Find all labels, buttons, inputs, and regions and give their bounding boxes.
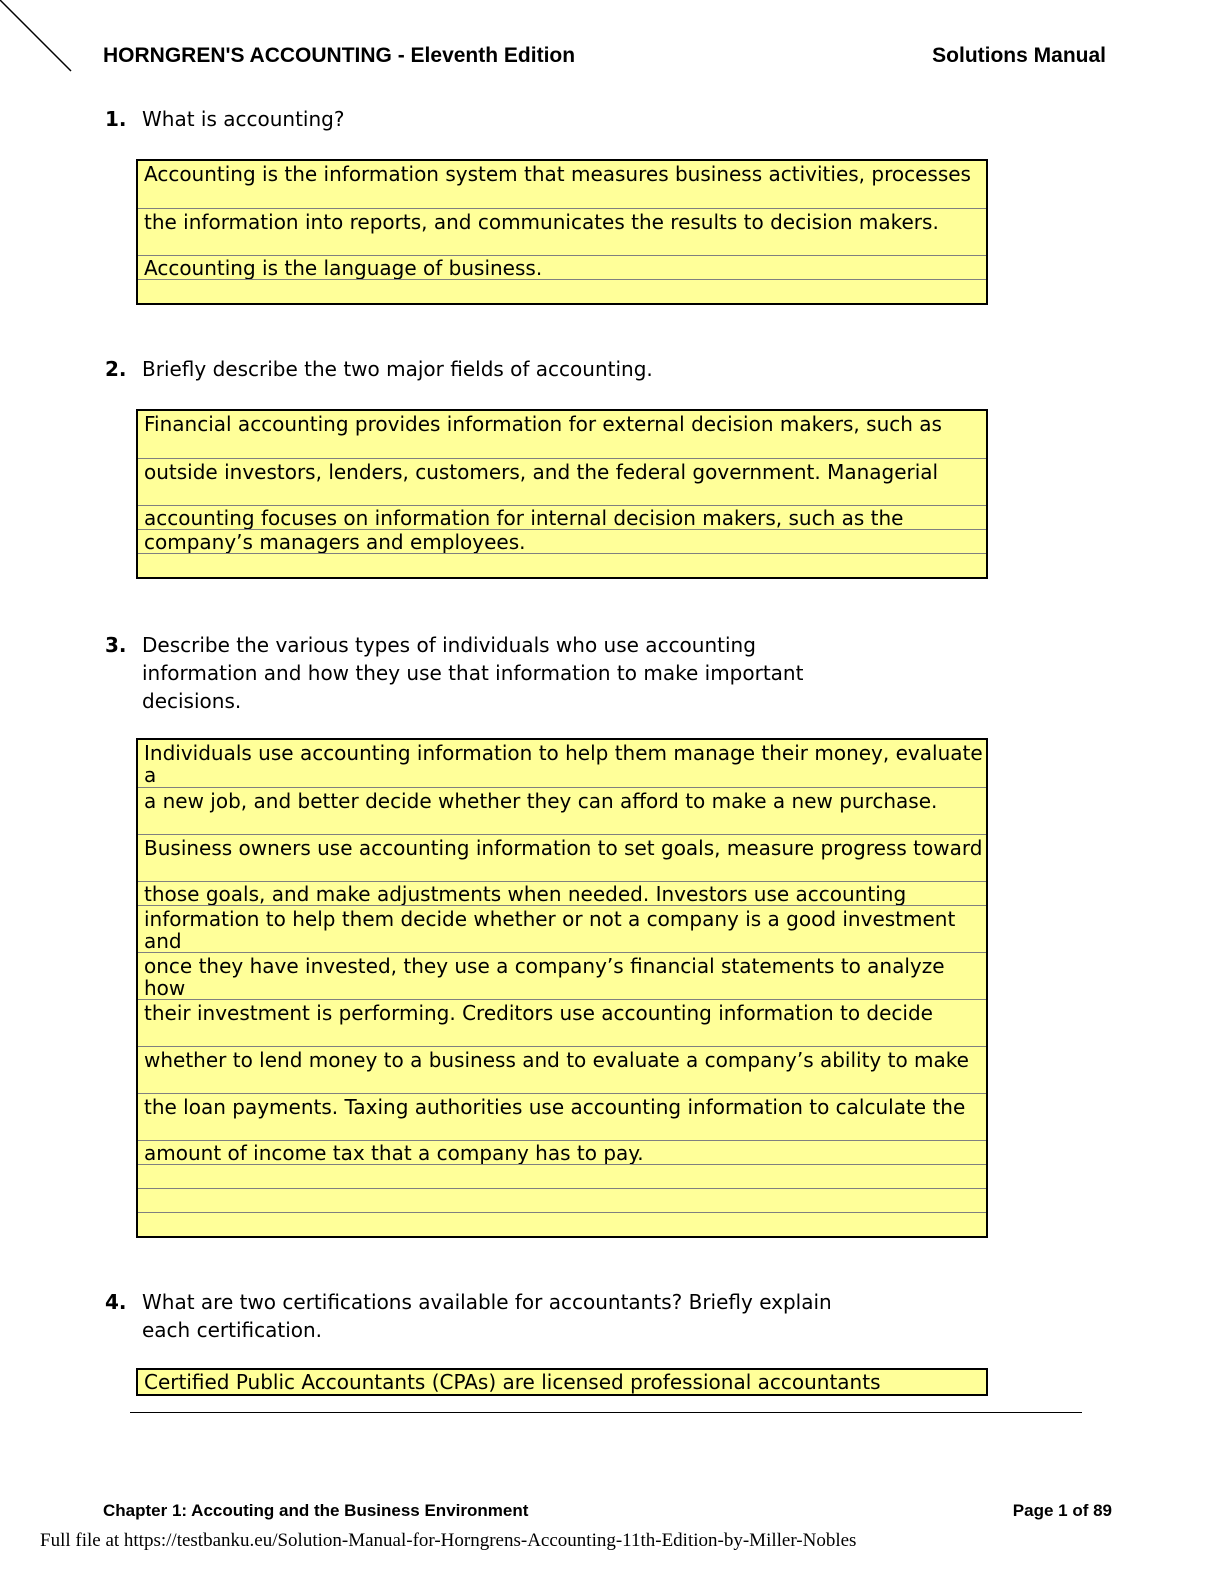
header-manual-label: Solutions Manual [932,44,1106,67]
answer-box-4 [136,1368,988,1396]
answer-row[interactable]: accounting focuses on information for internal decision makers, such as the [138,505,986,529]
answer-row[interactable]: those goals, and make adjustments when needed. Investors use accounting [138,881,986,905]
answer-box-3 [136,738,988,1238]
answer-box-2 [136,409,988,579]
question-number: 2. [105,357,127,381]
answer-row[interactable]: a new job, and better decide whether they can afford to make a new purchase. [138,787,986,834]
answer-row[interactable]: company’s managers and employees. [138,529,986,553]
question-text: What are two certifications available for accountants? Briefly explain each certification. [142,1290,832,1342]
footer-divider [130,1412,1082,1413]
question-number: 3. [105,633,127,657]
footer-page-number: Page 1 of 89 [1012,1501,1112,1520]
question-text: Describe the various types of individuals who use accounting information and how they use that information to make important decisions. [142,633,804,713]
question-4 [105,1288,895,1344]
answer-row[interactable]: Accounting is the language of business. [138,255,986,279]
question-number: 1. [105,107,127,131]
footer-chapter: Chapter 1: Accouting and the Business Environment [103,1501,529,1520]
answer-box-1 [136,159,988,305]
answer-row[interactable]: Certified Public Accountants (CPAs) are licensed professional accountants [144,1370,881,1394]
source-note: Full file at https://testbanku.eu/Solution-Manual-for-Horngrens-Accounting-11th-Edition-by-Miller-Nobles [40,1530,857,1551]
question-3 [105,631,895,715]
answer-row[interactable]: amount of income tax that a company has to pay. [138,1140,986,1164]
answer-row[interactable]: whether to lend money to a business and to evaluate a company’s ability to make [138,1046,986,1093]
corner-fold-line [0,0,72,72]
answer-row[interactable] [138,1188,986,1212]
answer-row[interactable]: the loan payments. Taxing authorities use accounting information to calculate the [138,1093,986,1140]
answer-row[interactable]: Accounting is the information system that measures business activities, processes [144,162,971,186]
question-1 [105,105,895,133]
answer-row[interactable] [138,279,986,303]
question-text: Briefly describe the two major fields of accounting. [142,357,653,381]
header-title: HORNGREN'S ACCOUNTING - Eleventh Edition [103,44,576,67]
answer-row[interactable]: the information into reports, and communicates the results to decision makers. [138,208,986,255]
question-2 [105,355,895,383]
answer-row[interactable]: Individuals use accounting information to help them manage their money, evaluate a [144,741,983,787]
answer-row[interactable]: their investment is performing. Creditors use accounting information to decide [138,999,986,1046]
answer-row[interactable]: Financial accounting provides information for external decision makers, such as [144,412,942,436]
question-text: What is accounting? [142,107,345,131]
answer-row[interactable]: Business owners use accounting information to set goals, measure progress toward [138,834,986,881]
question-number: 4. [105,1290,127,1314]
answer-row[interactable] [138,1212,986,1236]
answer-row[interactable]: outside investors, lenders, customers, and the federal government. Managerial [138,458,986,505]
answer-row[interactable] [138,1164,986,1188]
answer-row[interactable]: once they have invested, they use a company’s financial statements to analyze how [138,952,986,999]
answer-row[interactable]: information to help them decide whether or not a company is a good investment and [138,905,986,952]
answer-row[interactable] [138,553,986,577]
